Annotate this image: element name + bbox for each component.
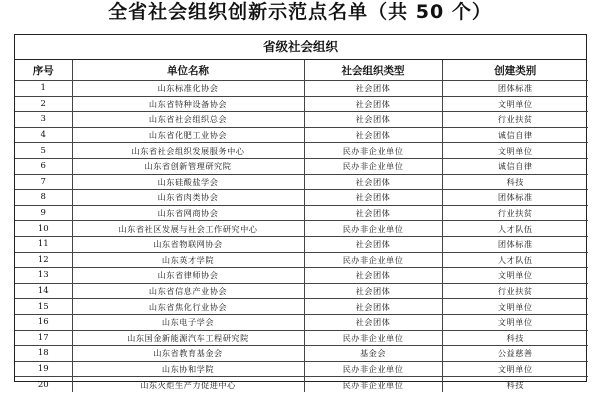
- cell-seq: 20: [15, 377, 72, 392]
- cell-type: 社会团体: [304, 127, 442, 143]
- cell-name: 山东国金新能源汽车工程研究院: [72, 330, 304, 346]
- cell-name: 山东英才学院: [72, 252, 304, 268]
- cell-category: 文明单位: [442, 143, 588, 159]
- cell-type: 社会团体: [304, 81, 442, 97]
- cell-name: 山东省律师协会: [72, 268, 304, 284]
- cell-type: 民办非企业单位: [304, 377, 442, 392]
- table-row: [15, 112, 588, 128]
- table-row: [15, 314, 588, 330]
- table-row: [15, 361, 588, 377]
- table-row: [15, 252, 588, 268]
- cell-type: 社会团体: [304, 299, 442, 315]
- cell-seq: 11: [15, 236, 72, 252]
- table-row: [15, 330, 588, 346]
- cell-type: 民办非企业单位: [304, 252, 442, 268]
- cell-type: 社会团体: [304, 96, 442, 112]
- cell-type: 民办非企业单位: [304, 158, 442, 174]
- cell-type: 民办非企业单位: [304, 221, 442, 237]
- cell-type: 民办非企业单位: [304, 361, 442, 377]
- cell-type: 社会团体: [304, 314, 442, 330]
- cell-name: 山东省创新管理研究院: [72, 158, 304, 174]
- cell-type: 社会团体: [304, 283, 442, 299]
- cell-seq: 1: [15, 81, 72, 97]
- cell-type: 社会团体: [304, 236, 442, 252]
- cell-seq: 18: [15, 346, 72, 362]
- column-header-type: 社会组织类型: [304, 60, 442, 81]
- cell-category: 科技: [442, 330, 588, 346]
- cell-category: 行业扶贫: [442, 283, 588, 299]
- cell-name: 山东省社会组织总会: [72, 112, 304, 128]
- cell-seq: 17: [15, 330, 72, 346]
- cell-seq: 7: [15, 174, 72, 190]
- cell-name: 山东省特种设备协会: [72, 96, 304, 112]
- table-row: [15, 346, 588, 362]
- cell-seq: 15: [15, 299, 72, 315]
- cell-type: 社会团体: [304, 174, 442, 190]
- table-row: [15, 236, 588, 252]
- cell-category: 公益慈善: [442, 346, 588, 362]
- cell-name: 山东电子学会: [72, 314, 304, 330]
- cell-category: 诚信自律: [442, 127, 588, 143]
- table-row: [15, 190, 588, 206]
- table-row: [15, 127, 588, 143]
- cell-category: 科技: [442, 174, 588, 190]
- cell-name: 山东省化肥工业协会: [72, 127, 304, 143]
- column-header-category: 创建类别: [442, 60, 588, 81]
- cell-seq: 16: [15, 314, 72, 330]
- table-row: [15, 377, 588, 392]
- column-header-seq: 序号: [15, 60, 72, 81]
- cell-category: 团体标准: [442, 236, 588, 252]
- cell-name: 山东省教育基金会: [72, 346, 304, 362]
- cell-type: 社会团体: [304, 190, 442, 206]
- cell-category: 行业扶贫: [442, 112, 588, 128]
- cell-seq: 12: [15, 252, 72, 268]
- cell-type: 社会团体: [304, 112, 442, 128]
- cell-seq: 19: [15, 361, 72, 377]
- cell-name: 山东省肉类协会: [72, 190, 304, 206]
- cell-name: 山东硅酸盐学会: [72, 174, 304, 190]
- cell-category: 团体标准: [442, 190, 588, 206]
- table-row: [15, 158, 588, 174]
- table-row: [15, 143, 588, 159]
- cell-category: 团体标准: [442, 81, 588, 97]
- cell-seq: 3: [15, 112, 72, 128]
- cell-category: 文明单位: [442, 268, 588, 284]
- cell-seq: 14: [15, 283, 72, 299]
- table-row: [15, 283, 588, 299]
- cell-seq: 10: [15, 221, 72, 237]
- cell-seq: 6: [15, 158, 72, 174]
- cell-category: 文明单位: [442, 299, 588, 315]
- table-header-row: [15, 60, 588, 81]
- cell-seq: 9: [15, 205, 72, 221]
- table-body: [15, 81, 588, 392]
- table-row: [15, 81, 588, 97]
- cell-name: 山东火炬生产力促进中心: [72, 377, 304, 392]
- cell-category: 人才队伍: [442, 252, 588, 268]
- cell-category: 科技: [506, 379, 524, 390]
- cell-seq: 5: [15, 143, 72, 159]
- column-header-name: 单位名称: [72, 60, 304, 81]
- cell-type: 民办非企业单位: [304, 330, 442, 346]
- cell-category: 诚信自律: [442, 158, 588, 174]
- cell-name: 山东省信息产业协会: [72, 283, 304, 299]
- cell-type: 社会团体: [304, 268, 442, 284]
- cell-category: 文明单位: [442, 96, 588, 112]
- page-title: 全省社会组织创新示范点名单（共 50 个）: [108, 1, 492, 23]
- cell-type: 基金会: [304, 346, 442, 362]
- cell-type: 社会团体: [304, 205, 442, 221]
- organization-table: [15, 60, 588, 392]
- cell-name: 山东省网商协会: [72, 205, 304, 221]
- table-row: [15, 205, 588, 221]
- cell-name: 山东省社区发展与社会工作研究中心: [72, 221, 304, 237]
- cell-type: 民办非企业单位: [304, 143, 442, 159]
- cell-name: 山东省社会组织发展服务中心: [72, 143, 304, 159]
- cell-category: 文明单位: [442, 314, 588, 330]
- cell-seq: 2: [15, 96, 72, 112]
- table-row: [15, 221, 588, 237]
- cell-name: 山东省物联网协会: [72, 236, 304, 252]
- cell-seq: 8: [15, 190, 72, 206]
- section-title: 省级社会组织: [15, 35, 586, 60]
- table-row: [15, 299, 588, 315]
- table-row: [15, 268, 588, 284]
- list-table-container: [14, 34, 587, 390]
- cell-seq: 4: [15, 127, 72, 143]
- cell-seq: 13: [15, 268, 72, 284]
- table-row: [15, 174, 588, 190]
- cell-category: 行业扶贫: [442, 205, 588, 221]
- cell-category: 文明单位: [442, 361, 588, 377]
- cell-name: 山东省焦化行业协会: [72, 299, 304, 315]
- cell-name: 山东标准化协会: [72, 81, 304, 97]
- cell-category: 人才队伍: [442, 221, 588, 237]
- cell-name: 山东协和学院: [72, 361, 304, 377]
- table-row: [15, 96, 588, 112]
